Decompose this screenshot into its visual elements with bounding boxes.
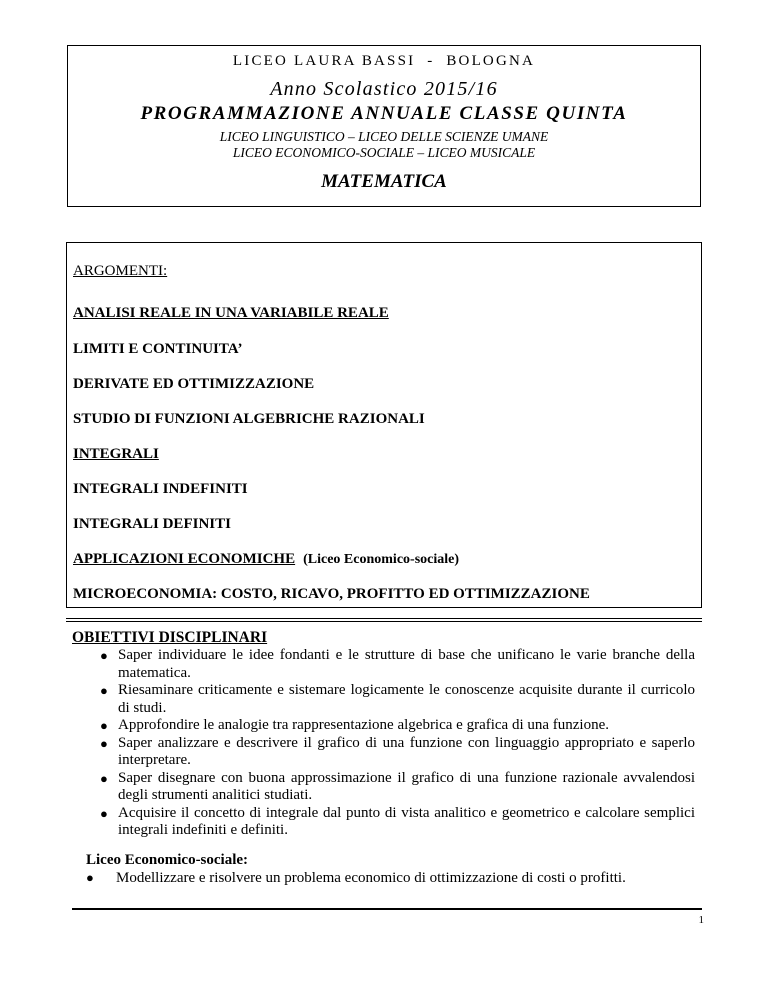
list-item bbox=[72, 770, 697, 805]
page-number: 1 bbox=[698, 914, 704, 926]
list-item bbox=[72, 682, 697, 717]
bullet-icon: ● bbox=[100, 683, 108, 698]
objective-text: Saper individuare le idee fondanti e le strutture di base che unificano le varie branche della matematica. bbox=[118, 647, 695, 681]
topic-microeconomics: MICROECONOMIA: COSTO, RICAVO, PROFITTO ED OTTIMIZZAZIONE bbox=[73, 586, 590, 602]
topic-derivatives: DERIVATE ED OTTIMIZZAZIONE bbox=[73, 376, 315, 392]
topic-economic-applications bbox=[73, 551, 459, 568]
topic-integrals: INTEGRALI bbox=[73, 446, 159, 462]
objective-text: Acquisire il concetto di integrale dal punto di vista analitico e geometrico e calcolare semplici integrali indefiniti e definiti. bbox=[118, 804, 695, 838]
objective-text: Approfondire le analogie tra rappresentazione algebrica e grafica di una funzione. bbox=[118, 717, 610, 733]
subject-title: MATEMATICA bbox=[321, 171, 447, 192]
topic-applications-label: APPLICAZIONI ECONOMICHE bbox=[73, 551, 296, 567]
objective-text: Saper disegnare con buona approssimazione il grafico di una funzione razionale avvalendosi degli strumenti analitici studiati. bbox=[118, 769, 695, 803]
objectives-list bbox=[72, 647, 697, 840]
school-year: Anno Scolastico 2015/16 bbox=[270, 78, 498, 100]
list-item bbox=[72, 647, 697, 682]
objectives-title: OBIETTIVI DISCIPLINARI bbox=[72, 629, 268, 646]
list-item bbox=[72, 805, 697, 840]
bullet-icon: ● bbox=[100, 735, 108, 751]
program-title: PROGRAMMAZIONE ANNUALE CLASSE QUINTA bbox=[140, 103, 628, 124]
licei-line-1: LICEO LINGUISTICO – LICEO DELLE SCIENZE UMANE bbox=[219, 129, 549, 144]
topic-analysis: ANALISI REALE IN UNA VARIABILE REALE bbox=[73, 305, 389, 321]
eco-section-title: Liceo Economico-sociale: bbox=[86, 851, 249, 868]
topics-heading: ARGOMENTI: bbox=[73, 263, 168, 279]
topic-definite-integrals: INTEGRALI DEFINITI bbox=[73, 516, 231, 532]
objective-text: Riesaminare criticamente e sistemare logicamente le conoscenze acquisite durante il curricolo di studi. bbox=[118, 682, 695, 716]
eco-objective-text: Modellizzare e risolvere un problema economico di ottimizzazione di costi o profitti. bbox=[116, 869, 626, 886]
list-item bbox=[72, 869, 697, 887]
footer-rule bbox=[72, 908, 702, 910]
list-item bbox=[72, 735, 697, 770]
objectives-section bbox=[72, 629, 697, 887]
header-box bbox=[67, 45, 701, 207]
separator-rule bbox=[66, 621, 702, 622]
bullet-icon: ● bbox=[100, 770, 108, 786]
bullet-icon: ● bbox=[86, 869, 94, 885]
list-item bbox=[72, 717, 697, 735]
topic-applications-note: (Liceo Economico-sociale) bbox=[303, 552, 460, 567]
objective-text: Saper analizzare e descrivere il grafico di una funzione con linguaggio appropriato e saperlo interpretare. bbox=[118, 734, 695, 768]
separator-rule bbox=[66, 618, 702, 619]
licei-line-2: LICEO ECONOMICO-SOCIALE – LICEO MUSICALE bbox=[232, 145, 536, 160]
bullet-icon: ● bbox=[100, 648, 108, 663]
topics-box bbox=[66, 242, 702, 608]
bullet-icon: ● bbox=[100, 805, 108, 821]
school-name: LICEO LAURA BASSI - BOLOGNA bbox=[232, 53, 536, 69]
topic-indefinite-integrals: INTEGRALI INDEFINITI bbox=[73, 481, 248, 497]
topic-functions: STUDIO DI FUNZIONI ALGEBRICHE RAZIONALI bbox=[73, 411, 425, 427]
topic-limits: LIMITI E CONTINUITA’ bbox=[73, 341, 243, 357]
bullet-icon: ● bbox=[100, 718, 108, 733]
